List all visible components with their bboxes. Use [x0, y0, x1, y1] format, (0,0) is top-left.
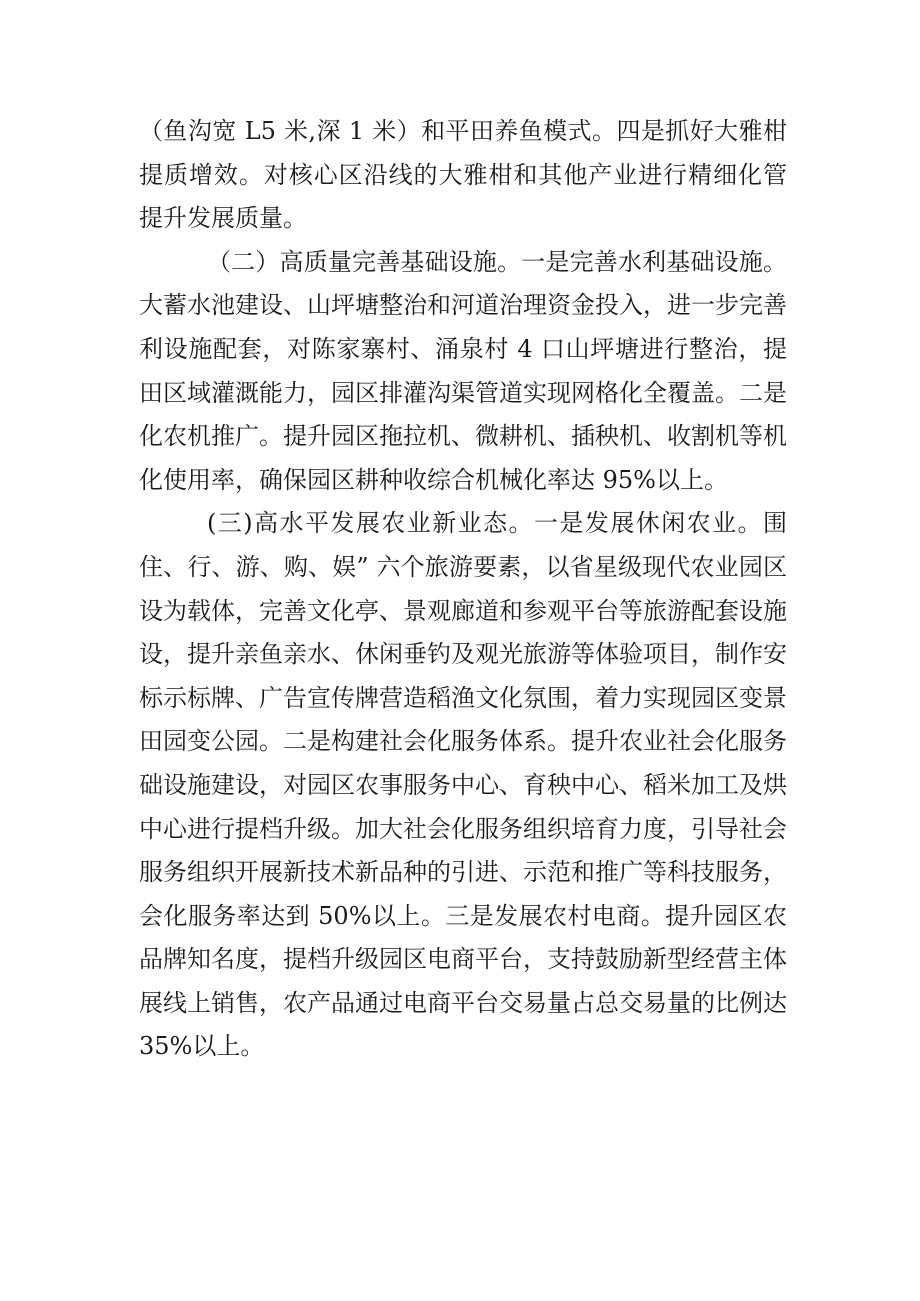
document-body — [139, 110, 787, 1069]
paragraph-1 — [139, 110, 787, 241]
text-line: 品牌知名度，提档升级园区电商平台，支持鼓励新型经营主体 — [139, 945, 787, 974]
text-line: 中心进行提档升级。加大社会化服务组织培育力度，引导社会 — [139, 814, 787, 843]
text-line: 设为载体，完善文化亭、景观廊道和参观平台等旅游配套设施 — [139, 596, 787, 625]
text-line: 展线上销售，农产品通过电商平台交易量占总交易量的比例达 — [139, 988, 787, 1017]
text-line: 标示标牌、广告宣传牌营造稻渔文化氛围，着力实现园区变景 — [139, 683, 787, 712]
paragraph-2 — [139, 241, 787, 503]
text-line: 会化服务率达到 50%以上。三是发展农村电商。提升园区农 — [139, 901, 787, 930]
text-line: 础设施建设，对园区农事服务中心、育秧中心、稻米加工及烘 — [139, 770, 787, 799]
text-line: 提升发展质量。 — [139, 204, 307, 233]
text-line: 田区域灌溉能力，园区排灌沟渠管道实现网格化全覆盖。二是 — [139, 378, 787, 407]
text-line: 化农机推广。提升园区拖拉机、微耕机、插秧机、收割机等机 — [139, 422, 787, 451]
text-line: (三)高水平发展农业新业态。一是发展休闲农业。围 — [207, 509, 787, 538]
text-line: 田园变公园。二是构建社会化服务体系。提升农业社会化服务 — [139, 727, 787, 756]
text-line: 大蓄水池建设、山坪塘整治和河道治理资金投入，进一步完善 — [139, 291, 787, 320]
paragraph-3 — [139, 502, 787, 1069]
text-line: （二）高质量完善基础设施。一是完善水利基础设施。 — [207, 247, 787, 276]
text-line: 提质增效。对核心区沿线的大雅柑和其他产业进行精细化管 — [139, 160, 787, 189]
text-line: 服务组织开展新技术新品种的引进、示范和推广等科技服务， — [139, 858, 787, 887]
text-line: 住、行、游、购、娱” 六个旅游要素，以省星级现代农业园区 — [139, 552, 787, 581]
text-line: （鱼沟宽 L5 米,深 1 米）和平田养鱼模式。四是抓好大雅柑 — [139, 117, 787, 145]
text-line: 设，提升亲鱼亲水、休闲垂钓及观光旅游等体验项目，制作安 — [139, 640, 787, 669]
text-line: 利设施配套，对陈家寨村、涌泉村 4 口山坪塘进行整治，提 — [139, 334, 787, 363]
text-line: 化使用率，确保园区耕种收综合机械化率达 95%以上。 — [139, 465, 728, 494]
text-line: 35%以上。 — [139, 1032, 265, 1061]
